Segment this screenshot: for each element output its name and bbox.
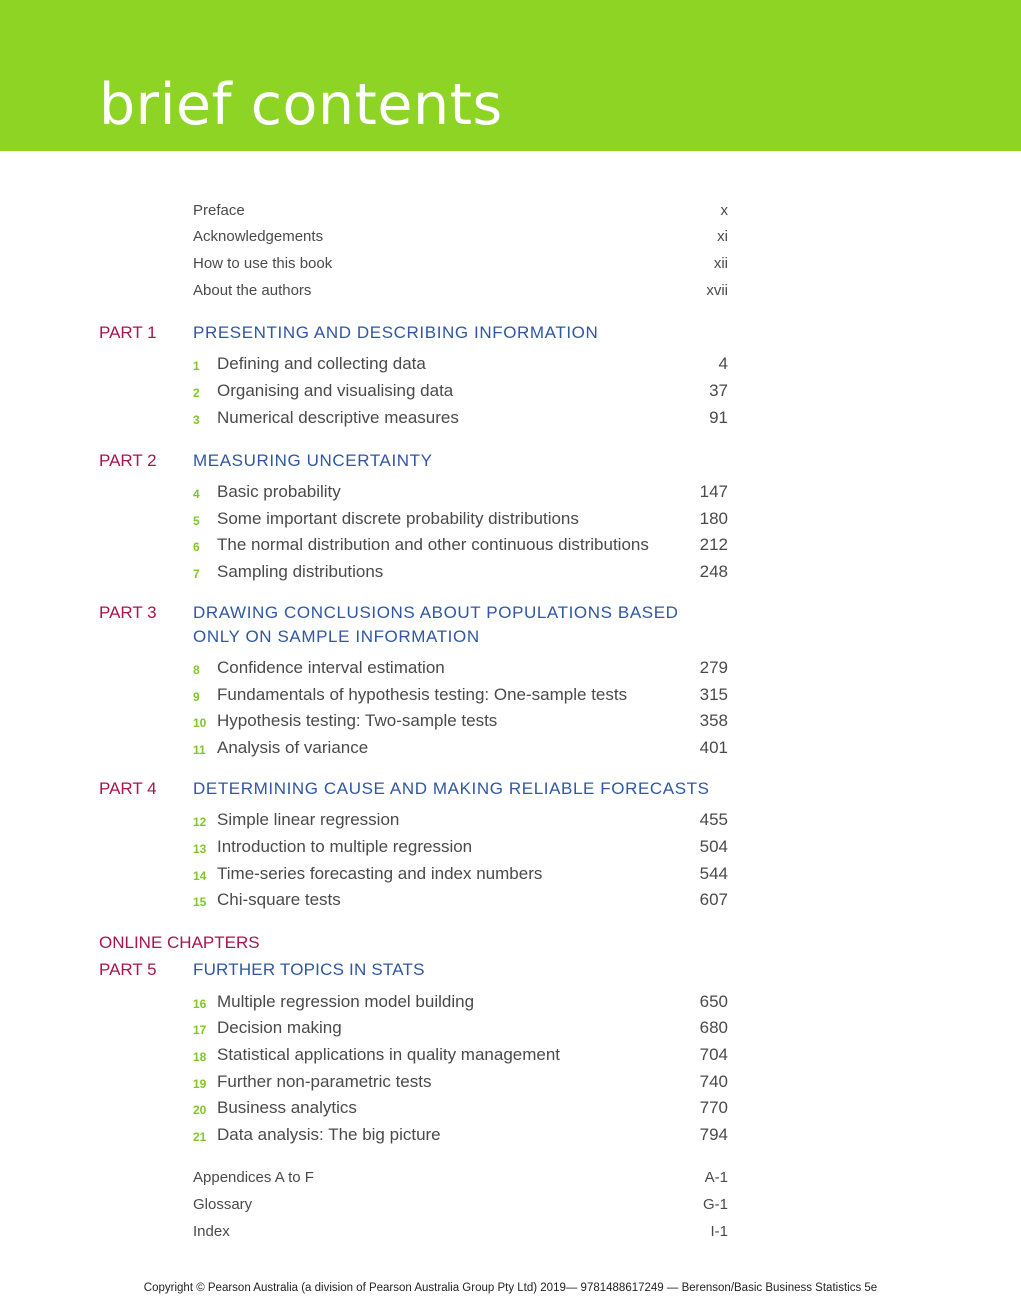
part-5-label: PART 5 <box>99 960 157 979</box>
copyright-footer: Copyright © Pearson Australia (a division of Pearson Australia Group Pty Ltd) 2019— 9781488617249 — Berenson/Basic Business Statistics 5e <box>143 1282 878 1294</box>
toc-entry-title: Appendices A to F <box>193 1169 314 1186</box>
chapter-page: 650 <box>699 992 728 1011</box>
chapter-number: 21 <box>193 1130 207 1144</box>
online-chapters-label: ONLINE CHAPTERS <box>99 933 260 952</box>
toc-entry-preface[interactable] <box>193 200 728 222</box>
chapter-page: 37 <box>709 381 728 400</box>
toc-entry-about-authors[interactable] <box>193 280 728 302</box>
chapter-title: Statistical applications in quality management <box>217 1045 561 1064</box>
toc-chapter-16[interactable] <box>193 991 728 1013</box>
toc-chapter-5[interactable] <box>193 508 728 530</box>
toc-entry-page: A-1 <box>704 1169 728 1186</box>
chapter-number: 13 <box>193 842 207 856</box>
toc-entry-index[interactable] <box>193 1221 728 1243</box>
part-3-title-line-2[interactable]: ONLY ON SAMPLE INFORMATION <box>193 627 480 646</box>
toc-entry-title: Glossary <box>193 1196 253 1213</box>
part-3-title[interactable]: DRAWING CONCLUSIONS ABOUT POPULATIONS BASED <box>193 603 679 622</box>
chapter-page: 455 <box>699 810 728 829</box>
toc-chapter-17[interactable] <box>193 1017 728 1039</box>
chapter-title: Time-series forecasting and index numbers <box>217 864 543 883</box>
chapter-number: 20 <box>193 1103 207 1117</box>
toc-chapter-15[interactable] <box>193 889 728 911</box>
part-1-title[interactable]: PRESENTING AND DESCRIBING INFORMATION <box>193 323 599 342</box>
chapter-title: The normal distribution and other continuous distributions <box>217 535 649 554</box>
part-2-label: PART 2 <box>99 451 157 470</box>
chapter-number: 7 <box>193 567 200 581</box>
chapter-title: Basic probability <box>217 482 341 501</box>
chapter-title: Defining and collecting data <box>217 354 426 373</box>
toc-chapter-3[interactable] <box>193 407 728 429</box>
chapter-title: Analysis of variance <box>217 738 369 757</box>
toc-entry-page: xvii <box>706 282 728 299</box>
chapter-page: 279 <box>699 658 728 677</box>
chapter-number: 4 <box>193 487 200 501</box>
chapter-number: 17 <box>193 1023 207 1037</box>
part-2-title[interactable]: MEASURING UNCERTAINTY <box>193 451 433 470</box>
part-5-title[interactable]: FURTHER TOPICS IN STATS <box>193 960 425 979</box>
chapter-title: Fundamentals of hypothesis testing: One-sample tests <box>217 685 628 704</box>
part-1-label: PART 1 <box>99 323 157 342</box>
toc-chapter-14[interactable] <box>193 863 728 885</box>
chapter-title: Sampling distributions <box>217 562 384 581</box>
toc-chapter-12[interactable] <box>193 809 728 831</box>
chapter-title: Decision making <box>217 1018 342 1037</box>
chapter-page: 401 <box>699 738 728 757</box>
toc-chapter-1[interactable] <box>193 353 728 375</box>
chapter-title: Further non-parametric tests <box>217 1072 432 1091</box>
toc-entry-title: Preface <box>193 202 245 219</box>
chapter-title: Confidence interval estimation <box>217 658 445 677</box>
chapter-page: 315 <box>699 685 728 704</box>
chapter-number: 5 <box>193 514 200 528</box>
toc-entry-acknowledgements[interactable] <box>193 226 728 248</box>
toc-chapter-6[interactable] <box>193 534 728 556</box>
chapter-number: 11 <box>193 743 206 757</box>
chapter-page: 680 <box>699 1018 728 1037</box>
chapter-title: Chi-square tests <box>217 890 341 909</box>
chapter-page: 358 <box>699 711 728 730</box>
toc-chapter-4[interactable] <box>193 481 728 503</box>
toc-entry-page: xi <box>717 228 728 245</box>
toc-chapter-21[interactable] <box>193 1124 728 1146</box>
chapter-title: Multiple regression model building <box>217 992 475 1011</box>
chapter-number: 1 <box>193 359 200 373</box>
chapter-page: 91 <box>709 408 728 427</box>
chapter-number: 10 <box>193 716 207 730</box>
toc-chapter-19[interactable] <box>193 1071 728 1093</box>
chapter-title: Numerical descriptive measures <box>217 408 459 427</box>
toc-entry-title: About the authors <box>193 282 312 299</box>
toc-entry-glossary[interactable] <box>193 1194 728 1216</box>
chapter-page: 504 <box>699 837 728 856</box>
header-banner <box>0 0 1021 151</box>
chapter-title: Hypothesis testing: Two-sample tests <box>217 711 498 730</box>
toc-chapter-9[interactable] <box>193 684 728 706</box>
chapter-number: 16 <box>193 997 207 1011</box>
toc-chapter-13[interactable] <box>193 836 728 858</box>
toc-entry-page: G-1 <box>702 1196 728 1213</box>
toc-chapter-18[interactable] <box>193 1044 728 1066</box>
toc-chapter-10[interactable] <box>193 710 728 732</box>
toc-entry-title: Index <box>193 1223 230 1240</box>
toc-entry-title: How to use this book <box>193 255 333 272</box>
part-3-label: PART 3 <box>99 603 157 622</box>
page-title: brief contents <box>99 72 503 138</box>
chapter-title: Some important discrete probability distributions <box>217 509 579 528</box>
chapter-page: 704 <box>699 1045 728 1064</box>
toc-entry-page: x <box>720 202 728 219</box>
chapter-page: 794 <box>699 1125 728 1144</box>
chapter-number: 18 <box>193 1050 207 1064</box>
chapter-page: 4 <box>718 354 728 373</box>
chapter-number: 3 <box>193 413 200 427</box>
toc-entry-appendices[interactable] <box>193 1167 728 1189</box>
part-4-label: PART 4 <box>99 779 157 798</box>
toc-entry-how-to-use[interactable] <box>193 253 728 275</box>
chapter-title: Data analysis: The big picture <box>217 1125 441 1144</box>
chapter-title: Introduction to multiple regression <box>217 837 473 856</box>
toc-chapter-8[interactable] <box>193 657 728 679</box>
toc-chapter-11[interactable] <box>193 737 728 759</box>
part-4-title[interactable]: DETERMINING CAUSE AND MAKING RELIABLE FORECASTS <box>193 779 710 798</box>
chapter-number: 9 <box>193 690 200 704</box>
chapter-title: Organising and visualising data <box>217 381 454 400</box>
chapter-number: 2 <box>193 386 200 400</box>
chapter-number: 12 <box>193 815 207 829</box>
chapter-page: 607 <box>699 890 728 909</box>
chapter-number: 6 <box>193 540 200 554</box>
chapter-page: 740 <box>699 1072 728 1091</box>
chapter-number: 8 <box>193 663 200 677</box>
toc-chapter-7[interactable] <box>193 561 728 583</box>
chapter-title: Simple linear regression <box>217 810 400 829</box>
toc-entry-title: Acknowledgements <box>193 228 324 245</box>
chapter-number: 19 <box>193 1077 207 1091</box>
chapter-page: 544 <box>699 864 728 883</box>
chapter-page: 770 <box>699 1098 728 1117</box>
chapter-page: 248 <box>699 562 728 581</box>
chapter-title: Business analytics <box>217 1098 357 1117</box>
toc-entry-page: I-1 <box>710 1223 728 1240</box>
toc-entry-page: xii <box>713 255 728 272</box>
chapter-number: 14 <box>193 869 207 883</box>
chapter-page: 147 <box>699 482 728 501</box>
chapter-page: 212 <box>699 535 728 554</box>
toc-chapter-20[interactable] <box>193 1097 728 1119</box>
toc-chapter-2[interactable] <box>193 380 728 402</box>
chapter-number: 15 <box>193 895 207 909</box>
chapter-page: 180 <box>699 509 728 528</box>
